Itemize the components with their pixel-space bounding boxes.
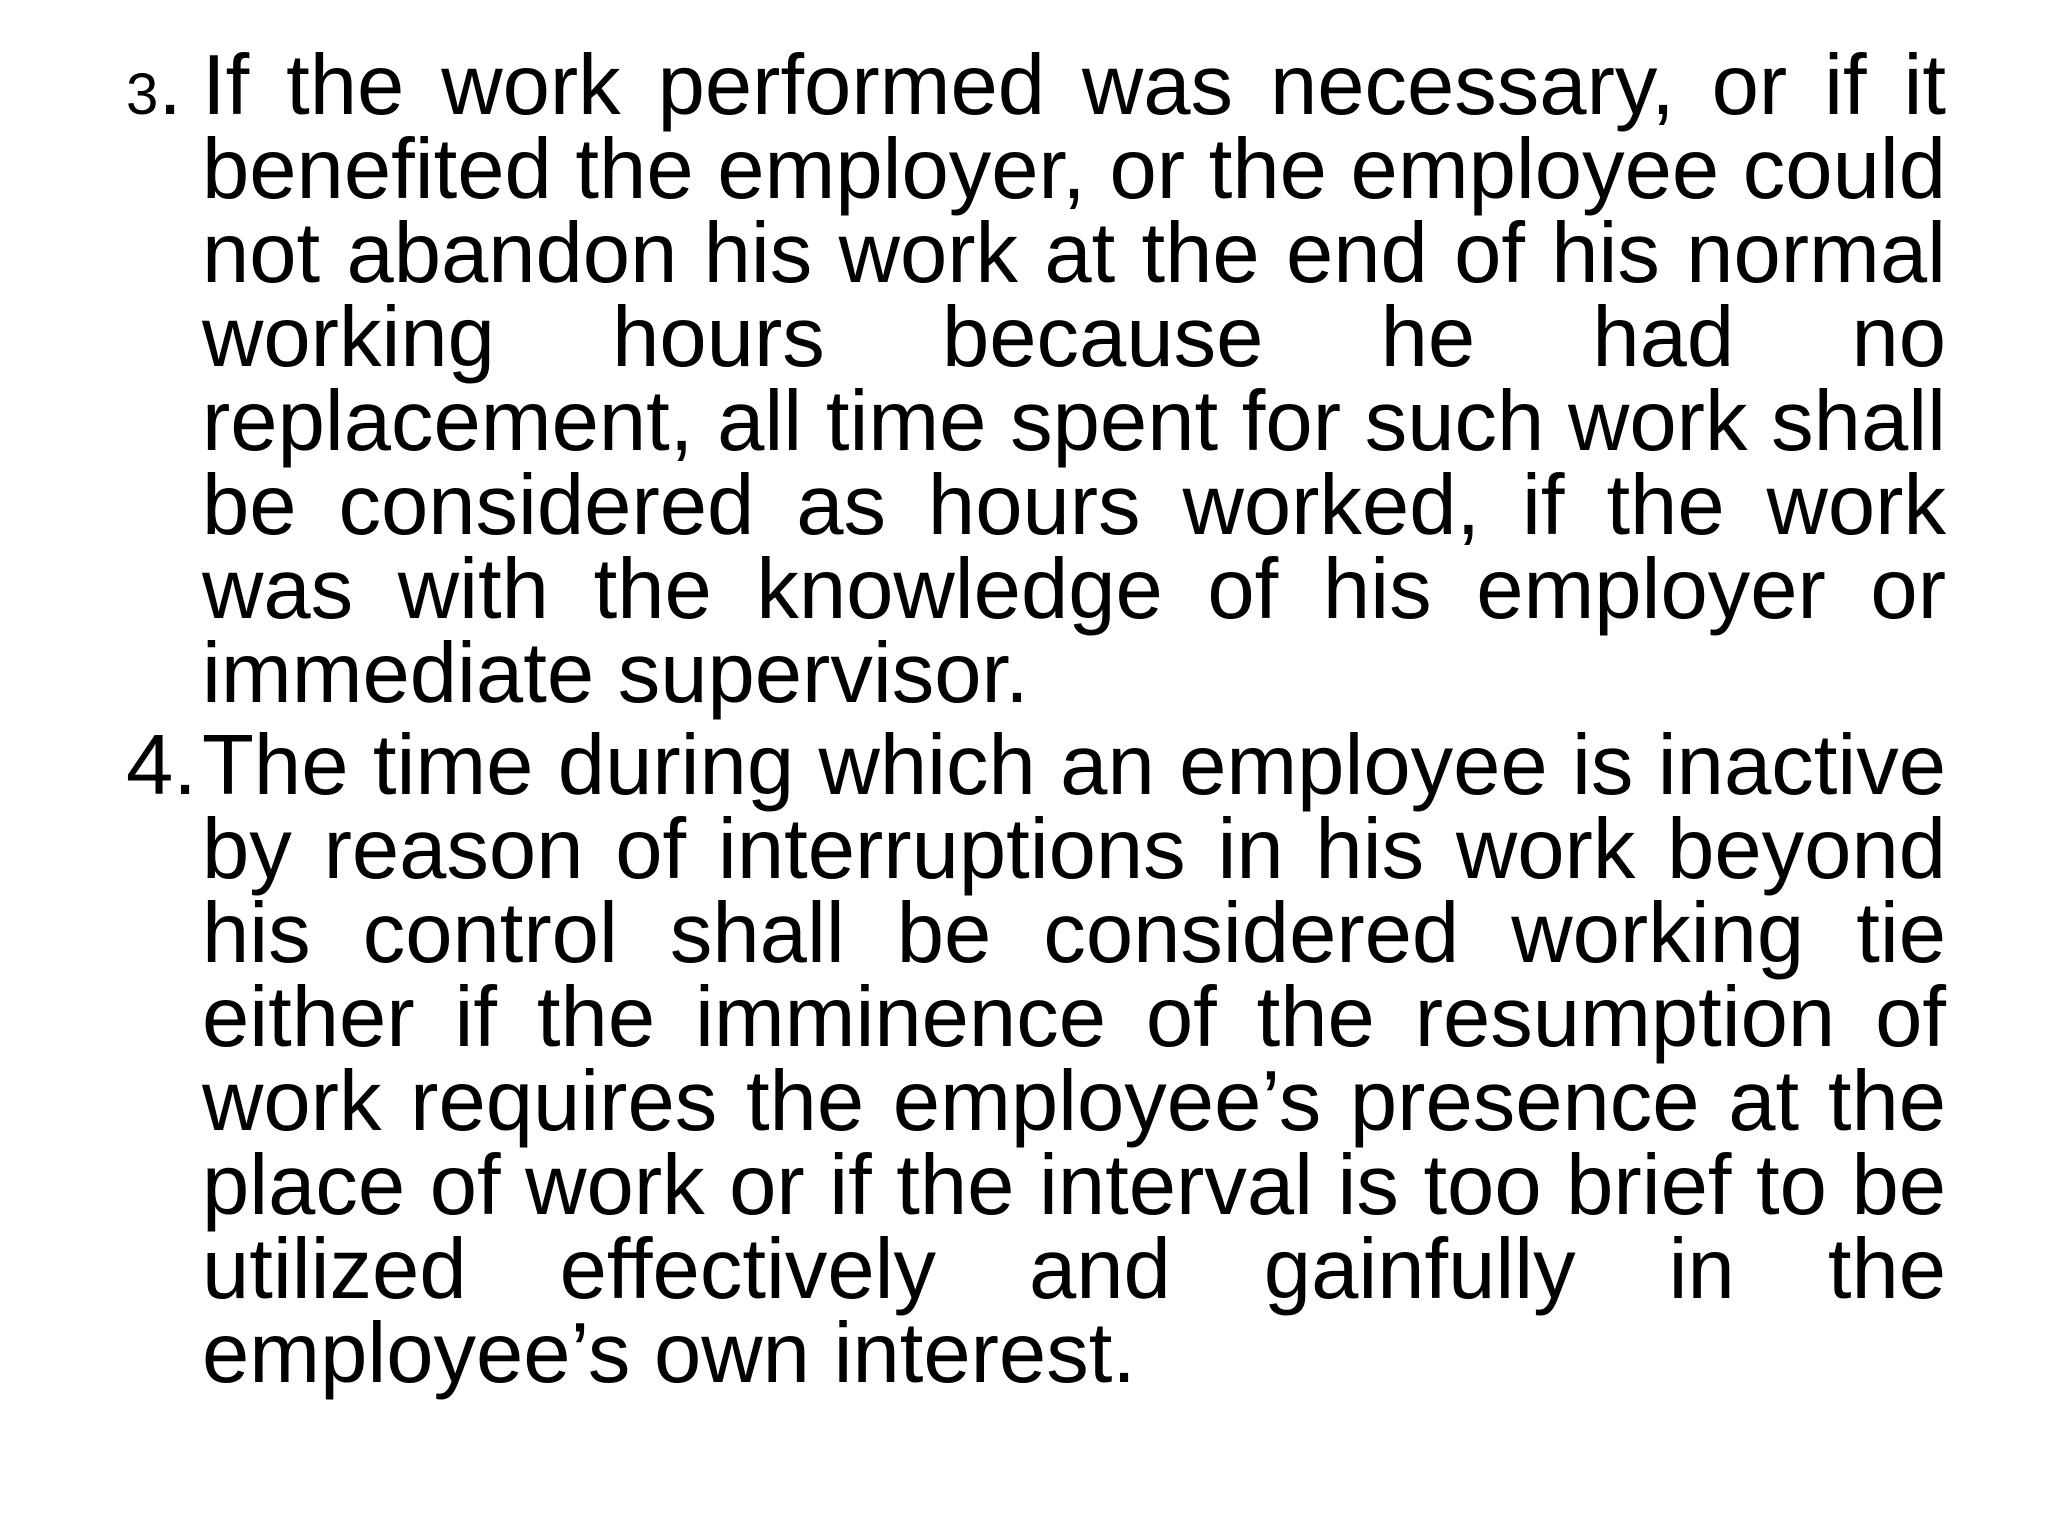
list-item-number: 3.: [126, 38, 182, 133]
list-item-4: [126, 718, 1946, 1401]
list-item-3: [126, 38, 1946, 721]
list-item-text: The time during which an employee is inactive by reason of interruptions in his work beyond his control shall be considered working tie either if the imminence of the resumption of work requires the employee’s presence at the place of work or if the interval is too brief to be utilized effectively and gainfully in the employee’s own interest.: [202, 718, 1946, 1401]
list-item-number: 4.: [126, 718, 197, 813]
numbered-list: [126, 38, 1946, 1404]
list-item-text: If the work performed was necessary, or if it benefited the employer, or the employee could not abandon his work at the end of his normal working hours because he had no replacement, all time spent for such work shall be considered as hours worked, if the work was with the knowledge of his employer or immediate supervisor.: [202, 38, 1946, 721]
